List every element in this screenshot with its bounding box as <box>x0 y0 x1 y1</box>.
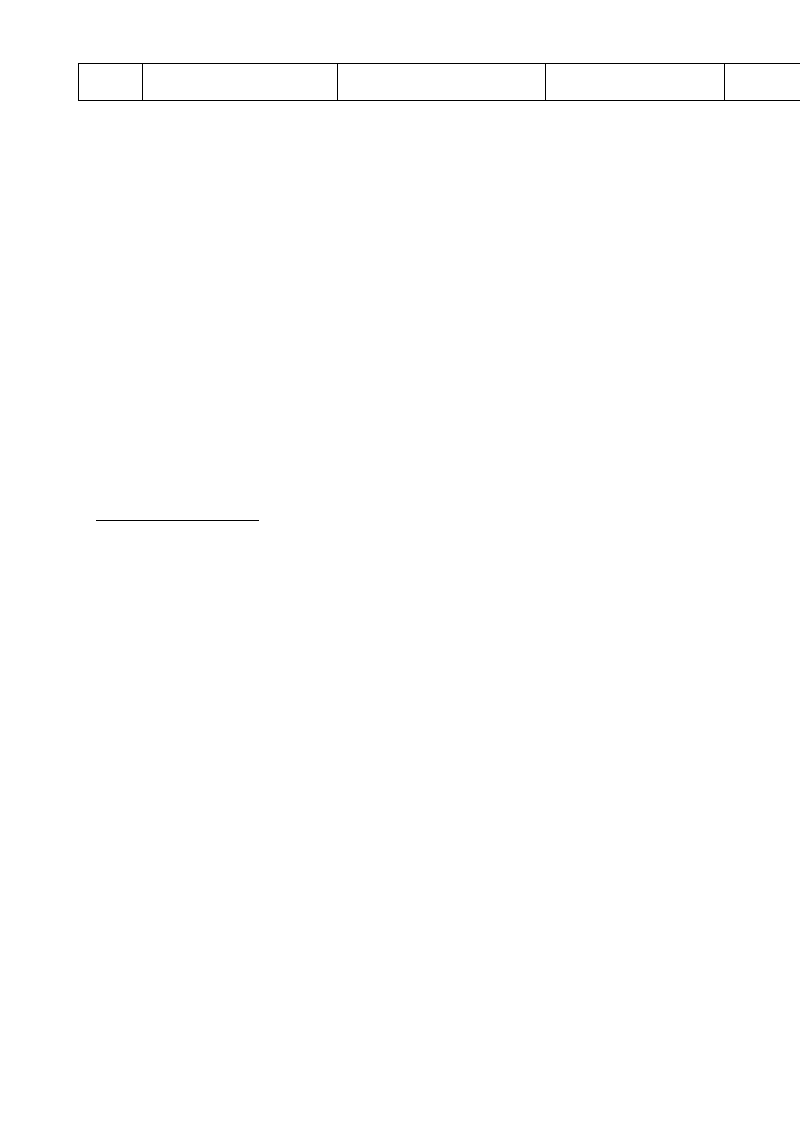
table-header-row <box>79 64 800 101</box>
col-header-vermeintliche-taeterschaft <box>725 64 800 101</box>
col-header-mutmassliche-taeterschaft <box>546 64 725 101</box>
footnote-divider <box>96 520 259 521</box>
terror-table <box>78 63 800 101</box>
col-header-anschlag <box>338 64 546 101</box>
col-header-jahr <box>79 64 143 101</box>
col-header-land <box>143 64 338 101</box>
